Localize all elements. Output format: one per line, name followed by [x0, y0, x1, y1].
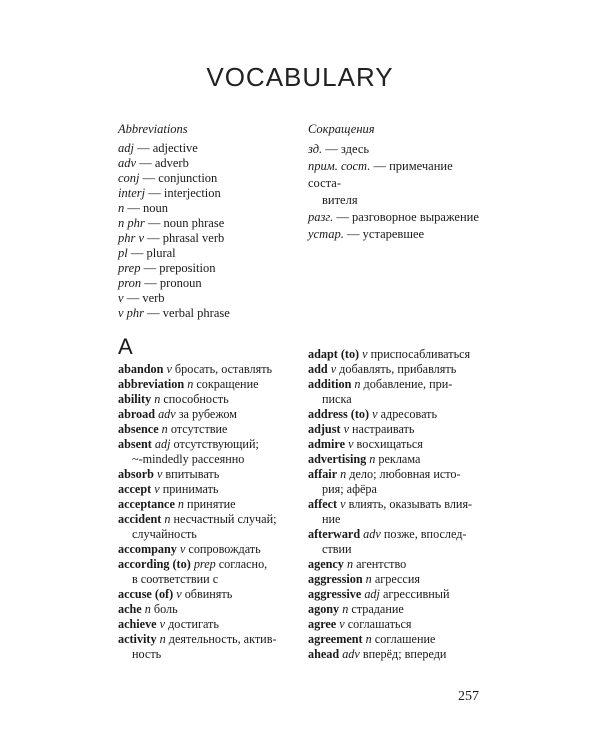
abbreviation-code: v phr: [118, 306, 145, 320]
entry-word: agreement: [308, 632, 363, 646]
entry-part-of-speech: n: [161, 422, 168, 436]
entry-definition: агрессивный: [382, 587, 450, 601]
vocabulary-entry: [118, 512, 296, 542]
entry-word: advertising: [308, 452, 367, 466]
entry-continuation: ность: [132, 647, 162, 661]
vocabulary-entry: [118, 617, 296, 632]
entry-definition: принимать: [162, 482, 219, 496]
entry-part-of-speech: v: [159, 617, 166, 631]
abbreviation-item: [118, 291, 313, 306]
entry-word: adjust: [308, 422, 341, 436]
abbreviation-code: interj: [118, 186, 146, 200]
entry-definition: соглашаться: [347, 617, 412, 631]
vocabulary-entry: [308, 347, 486, 362]
entry-word: accept: [118, 482, 152, 496]
abbreviation-item: [118, 201, 313, 216]
entry-word: abandon: [118, 362, 164, 376]
sokrashcheniya-list: [308, 122, 488, 243]
entry-part-of-speech: v: [372, 407, 378, 421]
entry-part-of-speech: v: [362, 347, 368, 361]
entry-part-of-speech: n: [354, 377, 361, 391]
entry-continuation: случайность: [132, 527, 197, 541]
abbreviation-item: [118, 306, 313, 321]
entry-word: achieve: [118, 617, 157, 631]
entry-part-of-speech: v: [179, 542, 186, 556]
entry-word: afterward: [308, 527, 361, 541]
entry-word: accompany: [118, 542, 177, 556]
sokrashchenie-code: разг.: [308, 210, 334, 224]
entry-word: aggression: [308, 572, 363, 586]
entry-word: activity: [118, 632, 157, 646]
entry-definition: добавлять, прибавлять: [339, 362, 457, 376]
left-entries-column: [118, 362, 296, 662]
entry-definition: отсутствие: [170, 422, 228, 436]
abbreviation-code: prep: [118, 261, 141, 275]
entry-part-of-speech: n: [346, 557, 354, 571]
entry-part-of-speech: v: [330, 362, 337, 376]
abbreviation-meaning: — adverb: [136, 156, 189, 170]
vocabulary-entry: [308, 452, 486, 467]
vocabulary-entry: [308, 617, 486, 632]
entry-definition: впитывать: [165, 467, 220, 481]
abbreviation-code: pron: [118, 276, 142, 290]
entry-word: agree: [308, 617, 337, 631]
vocabulary-entry: [308, 362, 486, 377]
entry-part-of-speech: prep: [193, 557, 216, 571]
entry-part-of-speech: v: [343, 422, 349, 436]
entry-definition: несчастный случай;: [173, 512, 277, 526]
entry-definition: позже, впослед-: [383, 527, 467, 541]
entry-part-of-speech: v: [348, 437, 354, 451]
entry-part-of-speech: v: [166, 362, 172, 376]
entry-word: acceptance: [118, 497, 175, 511]
entry-definition: согласно,: [218, 557, 268, 571]
vocabulary-entry: [308, 587, 486, 602]
abbreviation-code: n: [118, 201, 125, 215]
entry-word: address (to): [308, 407, 370, 421]
abbreviation-item: [118, 141, 313, 156]
entry-definition: способность: [163, 392, 229, 406]
vocabulary-entry: [118, 557, 296, 587]
abbreviation-meaning: — noun phrase: [144, 216, 225, 230]
entry-word: agony: [308, 602, 340, 616]
entry-continuation: рия; афёра: [322, 482, 377, 496]
entry-word: absence: [118, 422, 159, 436]
entry-definition: восхищаться: [356, 437, 423, 451]
vocabulary-entry: [308, 437, 486, 452]
sokrashchenie-meaning: — устаревшее: [343, 227, 425, 241]
entry-definition: боль: [153, 602, 178, 616]
entry-definition: страдание: [351, 602, 404, 616]
abbreviation-meaning: — verbal phrase: [144, 306, 230, 320]
vocabulary-entry: [308, 407, 486, 422]
entry-word: ahead: [308, 647, 340, 661]
entry-definition: агрессия: [374, 572, 420, 586]
entry-part-of-speech: v: [156, 467, 163, 481]
abbreviation-meaning: — verb: [123, 291, 165, 305]
sokrashchenie-meaning: — разговорное выражение: [333, 210, 479, 224]
vocabulary-entry: [308, 572, 486, 587]
vocabulary-entry: [308, 647, 486, 662]
abbreviation-item: [118, 216, 313, 231]
abbreviation-code: adj: [118, 141, 134, 155]
entry-part-of-speech: v: [340, 497, 346, 511]
vocabulary-entry: [308, 557, 486, 572]
entry-part-of-speech: n: [340, 467, 347, 481]
vocabulary-entry: [118, 407, 296, 422]
entry-part-of-speech: n: [154, 392, 161, 406]
abbreviation-meaning: — preposition: [140, 261, 216, 275]
entry-definition: адресовать: [380, 407, 438, 421]
entry-continuation: ние: [322, 512, 341, 526]
entry-word: agency: [308, 557, 344, 571]
vocabulary-entry: [308, 632, 486, 647]
vocabulary-entry: [118, 392, 296, 407]
entry-part-of-speech: n: [365, 572, 372, 586]
vocabulary-entry: [118, 422, 296, 437]
entry-definition: влиять, оказывать влия-: [348, 497, 473, 511]
abbreviation-meaning: — pronoun: [141, 276, 202, 290]
entry-part-of-speech: n: [187, 377, 194, 391]
entry-definition: принятие: [187, 497, 236, 511]
vocabulary-entry: [118, 482, 296, 497]
vocabulary-entry: [118, 437, 296, 467]
vocabulary-entry: [118, 362, 296, 377]
entry-part-of-speech: adj: [364, 587, 380, 601]
abbreviations-list: [118, 122, 313, 321]
entry-word: affect: [308, 497, 338, 511]
sokrashchenie-item: [308, 209, 488, 226]
abbreviation-meaning: — phrasal verb: [144, 231, 225, 245]
sokrashchenie-code: устар.: [308, 227, 344, 241]
vocabulary-entry: [308, 467, 486, 497]
entry-word: abroad: [118, 407, 156, 421]
abbreviation-meaning: — plural: [127, 246, 176, 260]
abbreviation-item: [118, 156, 313, 171]
vocabulary-entry: [118, 377, 296, 392]
entry-continuation: писка: [322, 392, 352, 406]
sokrashchenie-item: [308, 158, 488, 209]
entry-definition: реклама: [378, 452, 421, 466]
entry-word: add: [308, 362, 328, 376]
entry-word: according (to): [118, 557, 191, 571]
entry-part-of-speech: n: [365, 632, 372, 646]
entry-part-of-speech: v: [154, 482, 160, 496]
sokrashchenie-meaning: — примечание соста-: [308, 159, 453, 190]
entry-definition: обвинять: [184, 587, 233, 601]
abbreviation-code: pl: [118, 246, 128, 260]
entry-word: absorb: [118, 467, 154, 481]
entry-part-of-speech: n: [369, 452, 376, 466]
entry-part-of-speech: n: [164, 512, 171, 526]
abbreviation-item: [118, 276, 313, 291]
entry-word: aggressive: [308, 587, 362, 601]
abbreviation-item: [118, 246, 313, 261]
vocabulary-entry: [118, 587, 296, 602]
sokrashchenie-code: зд.: [308, 142, 323, 156]
sokrashchenie-code: прим. сост.: [308, 159, 371, 173]
entry-part-of-speech: adj: [154, 437, 171, 451]
entry-part-of-speech: adv: [158, 407, 176, 421]
vocabulary-entry: [118, 497, 296, 512]
abbreviation-meaning: — noun: [124, 201, 168, 215]
vocabulary-entry: [308, 527, 486, 557]
abbreviation-item: [118, 231, 313, 246]
entry-definition: соглашение: [374, 632, 436, 646]
entry-word: adapt (to): [308, 347, 360, 361]
vocabulary-entry: [118, 632, 296, 662]
entry-definition: достигать: [168, 617, 219, 631]
entry-word: accident: [118, 512, 162, 526]
entry-part-of-speech: n: [342, 602, 349, 616]
vocabulary-entry: [118, 542, 296, 557]
abbreviation-meaning: — conjunction: [139, 171, 218, 185]
abbreviation-code: n phr: [118, 216, 145, 230]
entry-part-of-speech: n: [177, 497, 184, 511]
abbreviation-meaning: — interjection: [145, 186, 221, 200]
entry-definition: приспосабливаться: [370, 347, 471, 361]
abbreviation-meaning: — adjective: [133, 141, 198, 155]
vocabulary-entry: [308, 602, 486, 617]
entry-word: ability: [118, 392, 152, 406]
entry-word: accuse (of): [118, 587, 174, 601]
abbreviation-item: [118, 261, 313, 276]
entry-word: admire: [308, 437, 346, 451]
entry-definition: сопровождать: [188, 542, 261, 556]
entry-part-of-speech: v: [339, 617, 345, 631]
sokrashchenie-continuation: вителя: [322, 193, 358, 207]
entry-part-of-speech: adv: [342, 647, 360, 661]
abbreviation-item: [118, 186, 313, 201]
entry-word: abbreviation: [118, 377, 185, 391]
sokrashchenie-meaning: — здесь: [322, 142, 370, 156]
entry-definition: деятельность, актив-: [168, 632, 277, 646]
section-letter: A: [118, 334, 133, 359]
entry-definition: за рубежом: [178, 407, 238, 421]
entry-definition: агентство: [356, 557, 407, 571]
abbreviation-code: phr v: [118, 231, 145, 245]
vocabulary-entry: [308, 497, 486, 527]
entry-definition: настраивать: [352, 422, 415, 436]
vocabulary-entry: [308, 377, 486, 407]
entry-part-of-speech: n: [159, 632, 166, 646]
entry-definition: отсутствующий;: [173, 437, 259, 451]
sokrashcheniya-heading: Сокращения: [308, 122, 375, 136]
vocabulary-entry: [118, 602, 296, 617]
entry-continuation: в соответствии с: [132, 572, 219, 586]
entry-word: ache: [118, 602, 142, 616]
abbreviation-code: conj: [118, 171, 140, 185]
abbreviations-heading: Abbreviations: [118, 122, 188, 136]
entry-part-of-speech: v: [176, 587, 182, 601]
abbreviation-code: adv: [118, 156, 137, 170]
entry-definition: дело; любовная исто-: [349, 467, 461, 481]
vocabulary-entry: [308, 422, 486, 437]
entry-word: addition: [308, 377, 352, 391]
entry-continuation: ~-mindedly рассеянно: [132, 452, 245, 466]
entry-part-of-speech: adv: [363, 527, 381, 541]
entry-word: affair: [308, 467, 338, 481]
abbreviation-code: v: [118, 291, 124, 305]
entry-definition: вперёд; впереди: [362, 647, 447, 661]
entry-continuation: ствии: [322, 542, 352, 556]
page-title: VOCABULARY: [206, 62, 394, 92]
abbreviation-item: [118, 171, 313, 186]
sokrashchenie-item: [308, 226, 488, 243]
entry-definition: добавление, при-: [363, 377, 453, 391]
sokrashchenie-item: [308, 141, 488, 158]
entry-part-of-speech: n: [144, 602, 151, 616]
right-entries-column: [308, 347, 486, 662]
entry-definition: сокращение: [196, 377, 259, 391]
page-number: 257: [458, 689, 479, 704]
vocabulary-entry: [118, 467, 296, 482]
entry-definition: бросать, оставлять: [174, 362, 273, 376]
entry-word: absent: [118, 437, 152, 451]
